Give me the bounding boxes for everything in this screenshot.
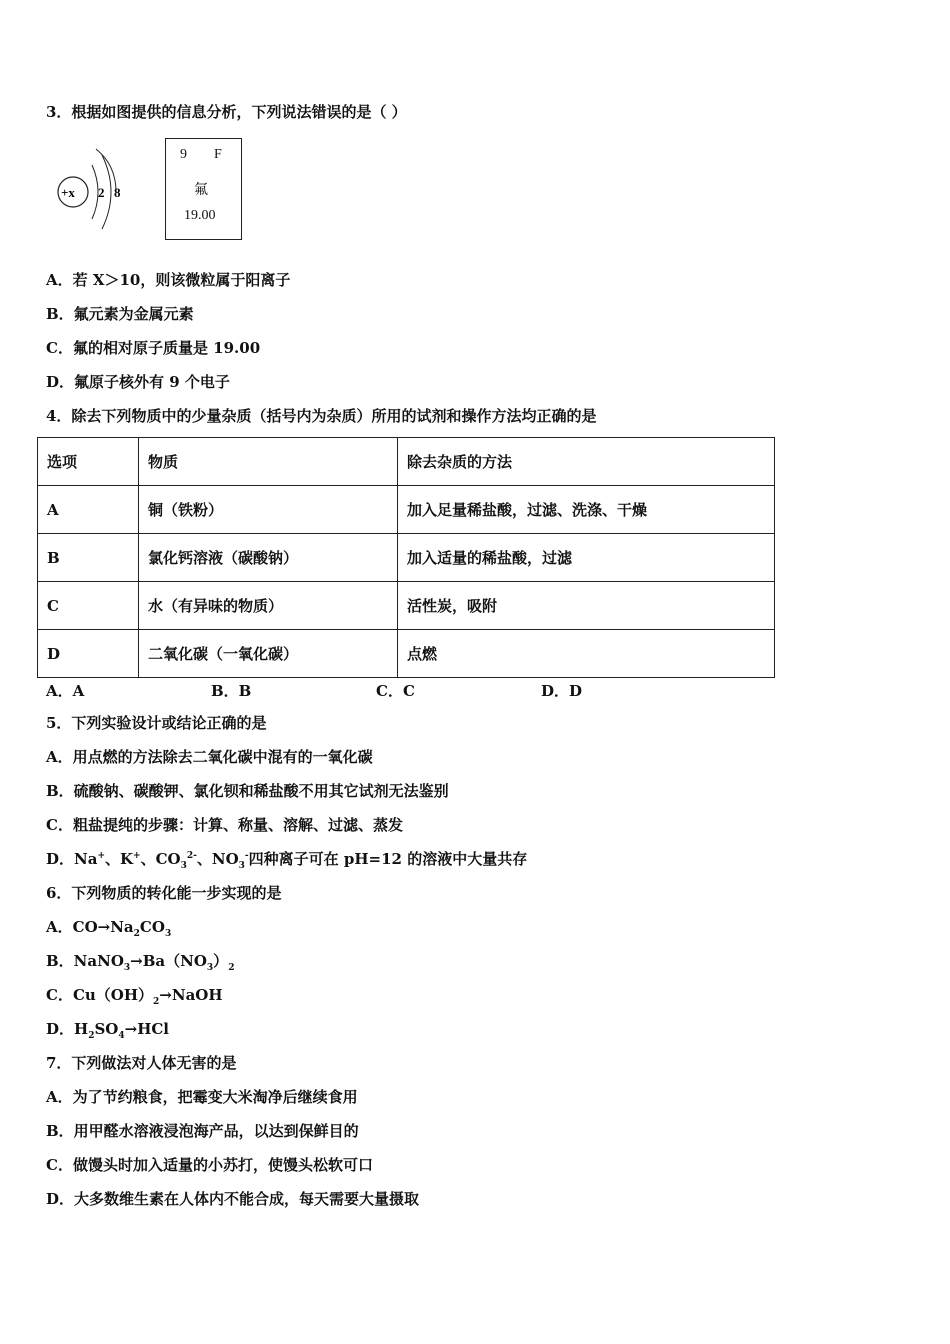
cell-substance: 二氧化碳（一氧化碳） — [139, 630, 398, 678]
q6-option-b: B．$NaNO_3\to Ba(NO_3)_2$ — [46, 952, 235, 973]
atom-structure-diagram — [50, 135, 140, 235]
q4-answer-c: C．C — [376, 682, 415, 700]
q5-d-suffix: 四种离子可在 pH=12 的溶液中大量共存 — [248, 850, 528, 868]
element-symbol: F — [214, 147, 222, 162]
cell-method: 点燃 — [398, 630, 775, 678]
q4-stem: 4．除去下列物质中的少量杂质（括号内为杂质）所用的试剂和操作方法均正确的是 — [46, 407, 597, 425]
q3-option-b: B．氟元素为金属元素 — [46, 305, 194, 323]
table-row — [38, 582, 775, 630]
cell-option: B — [38, 534, 139, 582]
q6-option-d: D．$H_2SO_4\to HCl$ — [46, 1020, 170, 1041]
q4-answer-b: B．B — [211, 682, 252, 700]
cell-option: A — [38, 486, 139, 534]
q7-option-b: B．用甲醛水溶液浸泡海产品，以达到保鲜目的 — [46, 1122, 359, 1140]
shell-1-count: 2 — [98, 185, 105, 200]
cell-option: C — [38, 582, 139, 630]
q5-option-b: B．硫酸钠、碳酸钾、氯化钡和稀盐酸不用其它试剂无法鉴别 — [46, 782, 449, 800]
cell-method: 加入足量稀盐酸，过滤、洗涤、干燥 — [398, 486, 775, 534]
cell-method: 活性炭，吸附 — [398, 582, 775, 630]
q3-option-c: C．氟的相对原子质量是 19.00 — [46, 339, 261, 357]
cell-method: 加入适量的稀盐酸，过滤 — [398, 534, 775, 582]
cell-substance: 铜（铁粉） — [139, 486, 398, 534]
q3-option-a: A．若 X＞10，则该微粒属于阳离子 — [46, 271, 291, 289]
header-substance: 物质 — [139, 438, 398, 486]
element-name: 氟 — [194, 182, 208, 198]
element-card — [165, 138, 242, 240]
q5-d-prefix: D． — [46, 850, 75, 868]
shell-2-count: 8 — [114, 185, 121, 200]
nucleus-charge: +x — [61, 185, 75, 200]
q7-stem: 7．下列做法对人体无害的是 — [46, 1054, 237, 1072]
q5-option-a: A．用点燃的方法除去二氧化碳中混有的一氧化碳 — [46, 748, 373, 766]
table-row — [38, 486, 775, 534]
q4-table — [37, 437, 775, 678]
q4-answer-a: A．A — [46, 682, 85, 700]
q5-option-c: C．粗盐提纯的步骤：计算、称量、溶解、过滤、蒸发 — [46, 816, 403, 834]
q6-stem: 6．下列物质的转化能一步实现的是 — [46, 884, 282, 902]
atomic-mass: 19.00 — [184, 208, 216, 223]
q7-option-a: A．为了节约粮食，把霉变大米淘净后继续食用 — [46, 1088, 358, 1106]
q5-stem: 5．下列实验设计或结论正确的是 — [46, 714, 267, 732]
header-method: 除去杂质的方法 — [398, 438, 775, 486]
cell-option: D — [38, 630, 139, 678]
q3-stem: 3．根据如图提供的信息分析，下列说法错误的是（ ） — [46, 103, 407, 121]
atomic-number: 9 — [180, 147, 187, 162]
cell-substance: 水（有异味的物质） — [139, 582, 398, 630]
q3-option-d: D．氟原子核外有 9 个电子 — [46, 373, 230, 391]
table-row — [38, 630, 775, 678]
q6-option-a: A．$CO\to Na_2CO_3$ — [46, 918, 172, 939]
header-option: 选项 — [38, 438, 139, 486]
table-header-row — [38, 438, 775, 486]
table-row — [38, 534, 775, 582]
q7-option-c: C．做馒头时加入适量的小苏打，使馒头松软可口 — [46, 1156, 373, 1174]
q7-option-d: D．大多数维生素在人体内不能合成，每天需要大量摄取 — [46, 1190, 420, 1208]
q4-answer-d: D．D — [541, 682, 583, 700]
q5-option-d: D．Na+、K+、$CO_3^{2-}$、$NO_3^-$四种离子可在 pH=12 的溶液中大量共存 — [46, 850, 528, 871]
cell-substance: 氯化钙溶液（碳酸钠） — [139, 534, 398, 582]
q6-option-c: C．$Cu(OH)_2\to NaOH$ — [46, 986, 223, 1007]
